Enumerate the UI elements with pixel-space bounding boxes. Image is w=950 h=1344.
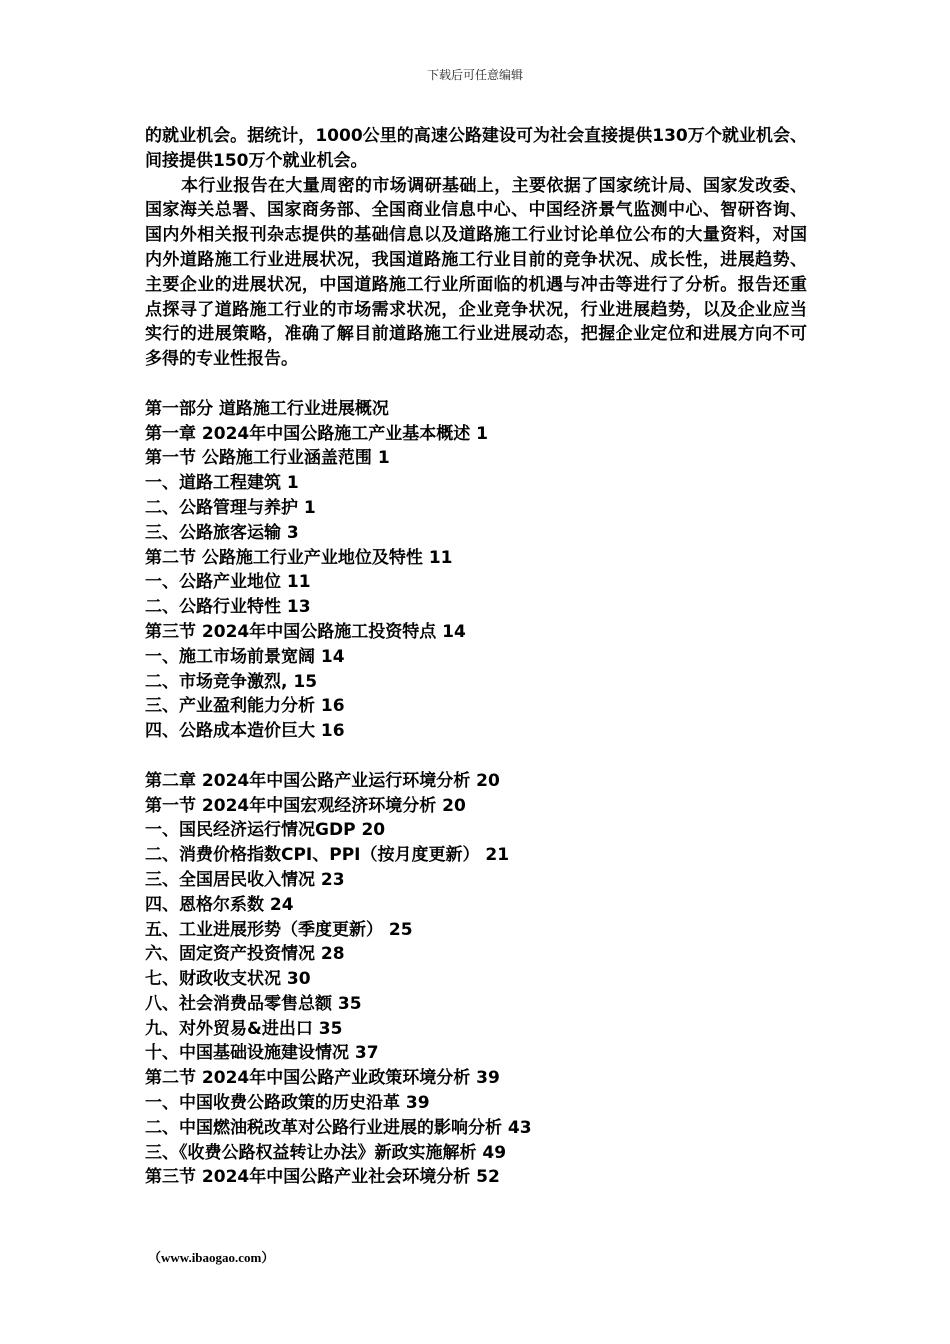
toc-entry: 第三节 2024年中国公路产业社会环境分析 52: [145, 1167, 500, 1188]
page-header: 下载后可任意编辑: [426, 68, 523, 82]
toc-entry: 第一部分 道路施工行业进展概况: [145, 398, 389, 419]
toc-entry: 二、公路行业特性 13: [145, 597, 311, 618]
toc-entry: 四、公路成本造价巨大 16: [145, 721, 345, 742]
toc-entry: 四、恩格尔系数 24: [145, 894, 294, 915]
blank-line: [145, 744, 807, 769]
blank-line: [145, 372, 807, 397]
toc-entry: 六、固定资产投资情况 28: [145, 944, 345, 965]
toc-entry: 一、施工市场前景宽阔 14: [145, 646, 345, 667]
toc-entry: 二、市场竞争激烈, 15: [145, 671, 318, 692]
toc-entry: 第二节 公路施工行业产业地位及特性 11: [145, 547, 453, 568]
toc-entry: 二、消费价格指数CPI、PPI（按月度更新） 21: [145, 845, 510, 866]
toc-entry: 第二章 2024年中国公路产业运行环境分析 20: [145, 770, 500, 791]
toc-entry: 一、中国收费公路政策的历史沿革 39: [145, 1093, 430, 1114]
toc-entry: 十、中国基础设施建设情况 37: [145, 1043, 379, 1064]
toc-entry: 一、公路产业地位 11: [145, 572, 311, 593]
toc-part-one: [145, 397, 807, 744]
toc-entry: 三、《收费公路权益转让办法》新政实施解析 49: [145, 1142, 507, 1163]
toc-entry: 五、工业进展形势（季度更新） 25: [145, 919, 413, 940]
toc-entry: 第一节 公路施工行业涵盖范围 1: [145, 448, 390, 469]
toc-entry: 九、对外贸易&进出口 35: [145, 1018, 343, 1039]
page-footer-url: （www.ibaogao.com）: [148, 1250, 275, 1265]
toc-entry: 第二节 2024年中国公路产业政策环境分析 39: [145, 1068, 500, 1089]
toc-entry: 二、中国燃油税改革对公路行业进展的影响分析 43: [145, 1117, 532, 1138]
toc-entry: 第一节 2024年中国宏观经济环境分析 20: [145, 795, 466, 816]
toc-entry: 一、国民经济运行情况GDP 20: [145, 820, 386, 841]
toc-entry: 八、社会消费品零售总额 35: [145, 993, 362, 1014]
toc-entry: 第一章 2024年中国公路施工产业基本概述 1: [145, 423, 488, 444]
toc-entry: 三、产业盈利能力分析 16: [145, 696, 345, 717]
toc-entry: 七、财政收支状况 30: [145, 969, 311, 990]
paragraph-employment: 的就业机会。据统计，1000公里的高速公路建设可为社会直接提供130万个就业机会、间接提供150万个就业机会。: [145, 126, 807, 171]
toc-entry: 三、全国居民收入情况 23: [145, 869, 345, 890]
toc-entry: 一、道路工程建筑 1: [145, 473, 299, 494]
toc-chapter-two: [145, 769, 807, 1191]
toc-entry: 三、公路旅客运输 3: [145, 522, 299, 543]
document-body: [145, 124, 807, 1190]
paragraph-report-intro: 本行业报告在大量周密的市场调研基础上，主要依据了国家统计局、国家发改委、国家海关总署、国家商务部、全国商业信息中心、中国经济景气监测中心、智研咨询、国内外相关报刊杂志提供的基础信息以及道路施工行业讨论单位公布的大量资料，对国内外道路施工行业进展状况，我国道路施工行业目前的竞争状况、成长性，进展趋势、主要企业的进展状况，中国道路施工行业所面临的机遇与冲击等进行了分析。报告还重点探寻了道路施工行业的市场需求状况，企业竞争状况，行业进展趋势，以及企业应当实行的进展策略，准确了解目前道路施工行业进展动态，把握企业定位和进展方向不可多得的专业性报告。: [145, 175, 807, 370]
toc-entry: 二、公路管理与养护 1: [145, 497, 316, 518]
toc-entry: 第三节 2024年中国公路施工投资特点 14: [145, 621, 466, 642]
